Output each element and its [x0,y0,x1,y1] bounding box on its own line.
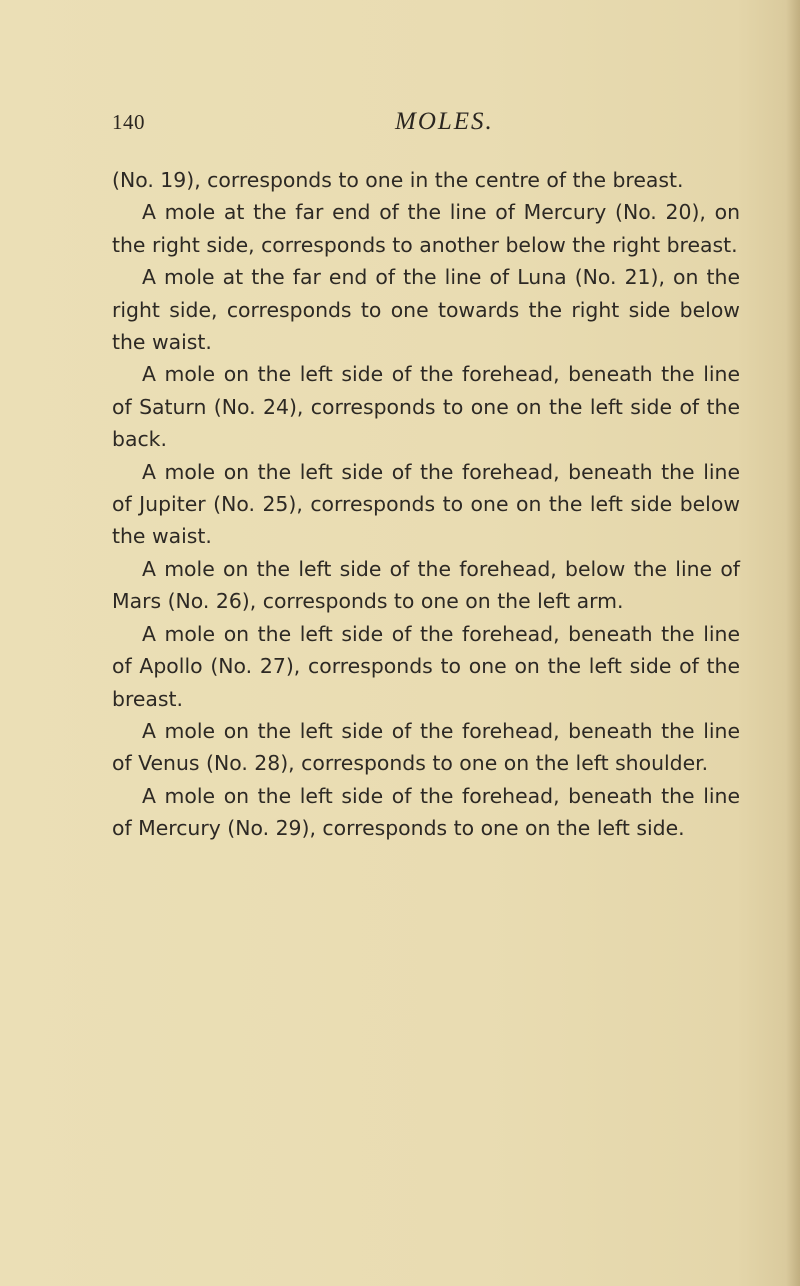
paragraph: A mole on the left side of the forehead, beneath the line of Jupiter (No. 25), corresponds to one on the left side below the waist. [112,459,740,549]
body-text [112,164,740,845]
paragraph: A mole at the far end of the line of Luna (No. 21), on the right side, corresponds to one towards the right side below the waist. [112,265,740,355]
running-head: MOLES. [395,108,494,135]
paragraph: A mole on the left side of the forehead, beneath the line of Mercury (No. 29), corresponds to one on the left side. [112,783,740,841]
paragraph: A mole on the left side of the forehead, below the line of Mars (No. 26), corresponds to one on the left arm. [112,556,740,614]
page-number: 140 [112,110,145,134]
page-edge-shadow [786,0,800,1286]
paragraph: A mole on the left side of the forehead, beneath the line of Saturn (No. 24), corresponds to one on the left side of the back. [112,362,740,452]
paragraph: A mole at the far end of the line of Mercury (No. 20), on the right side, corresponds to another below the right breast. [112,200,740,257]
paragraph: A mole on the left side of the forehead, beneath the line of Venus (No. 28), corresponds to one on the left shoulder. [112,718,740,776]
page-header [112,104,722,144]
paragraph: A mole on the left side of the forehead, beneath the line of Apollo (No. 27), corresponds to one on the left side of the breast. [112,621,740,711]
paragraph-continued: (No. 19), corresponds to one in the centre of the breast. [112,168,684,192]
